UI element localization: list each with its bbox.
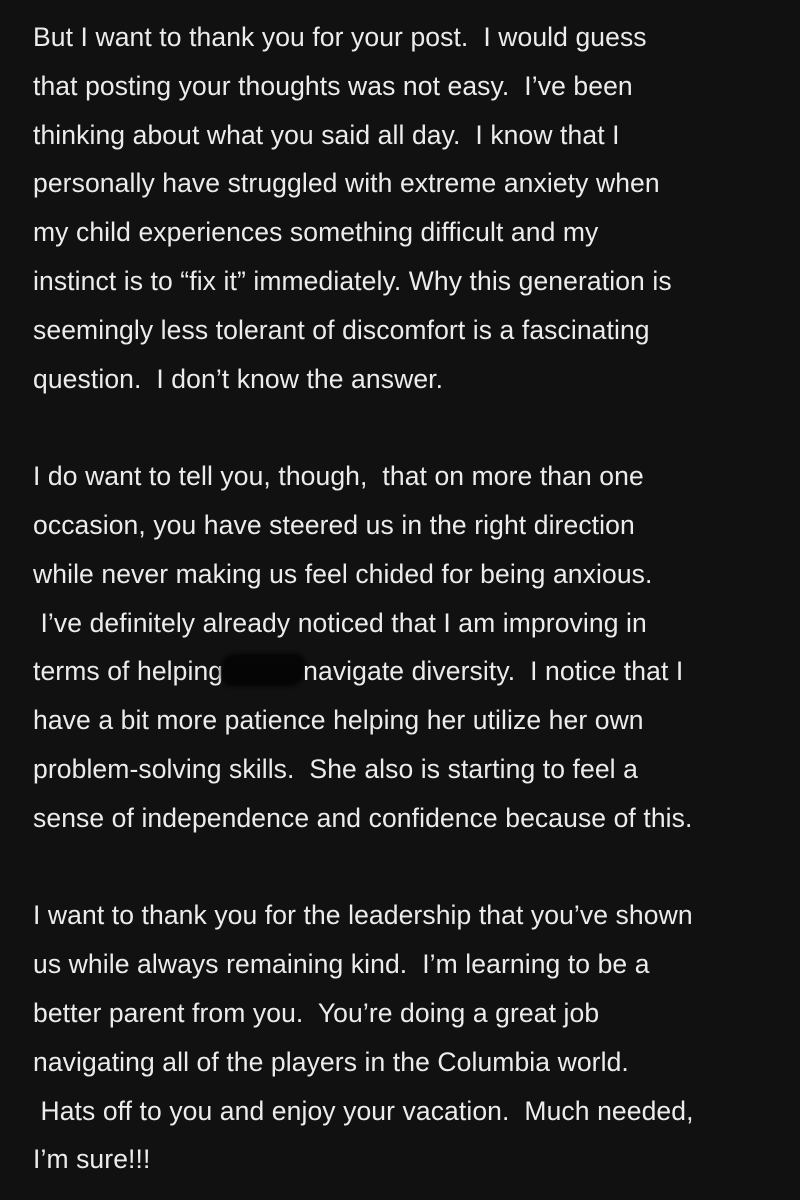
text-line: us while always remaining kind. I’m learning to be a — [33, 949, 650, 980]
text-line: seemingly less tolerant of discomfort is a fascinating — [33, 314, 650, 345]
text-line: my child experiences something difficult and my — [33, 217, 599, 248]
redacted-text-line — [33, 647, 770, 696]
text-line: while never making us feel chided for being anxious. — [33, 558, 653, 589]
redacted-line-start: terms of helping — [33, 656, 224, 687]
paragraph-gap — [33, 403, 770, 452]
text-line: question. I don’t know the answer. — [33, 363, 444, 394]
text-line: personally have struggled with extreme anxiety when — [33, 168, 660, 199]
text-line: have a bit more patience helping her utilize her own — [33, 705, 644, 736]
text-line: I do want to tell you, though, that on more than one — [33, 461, 644, 492]
text-line: sense of independence and confidence because of this. — [33, 802, 693, 833]
text-line: that posting your thoughts was not easy. I’ve been — [33, 70, 633, 101]
message-body — [33, 13, 770, 1184]
text-line: problem-solving skills. She also is starting to feel a — [33, 753, 638, 784]
text-line: I want to thank you for the leadership that you’ve shown — [33, 900, 693, 931]
text-line: I’ve definitely already noticed that I am improving in — [33, 607, 647, 638]
paragraph-gap — [33, 843, 770, 892]
redacted-line-end: navigate diversity. I notice that I — [303, 656, 684, 687]
text-line: I’m sure!!! — [33, 1144, 151, 1175]
text-line: thinking about what you said all day. I know that I — [33, 119, 620, 150]
text-line: instinct is to “fix it” immediately. Why this generation is — [33, 265, 672, 296]
text-line: occasion, you have steered us in the right direction — [33, 509, 635, 540]
text-line: But I want to thank you for your post. I would guess — [33, 22, 647, 52]
text-line: better parent from you. You’re doing a great job — [33, 997, 600, 1028]
redaction-scribble — [224, 657, 302, 683]
text-line: navigating all of the players in the Columbia world. — [33, 1046, 629, 1077]
text-line: Hats off to you and enjoy your vacation. Much needed, — [33, 1095, 694, 1126]
